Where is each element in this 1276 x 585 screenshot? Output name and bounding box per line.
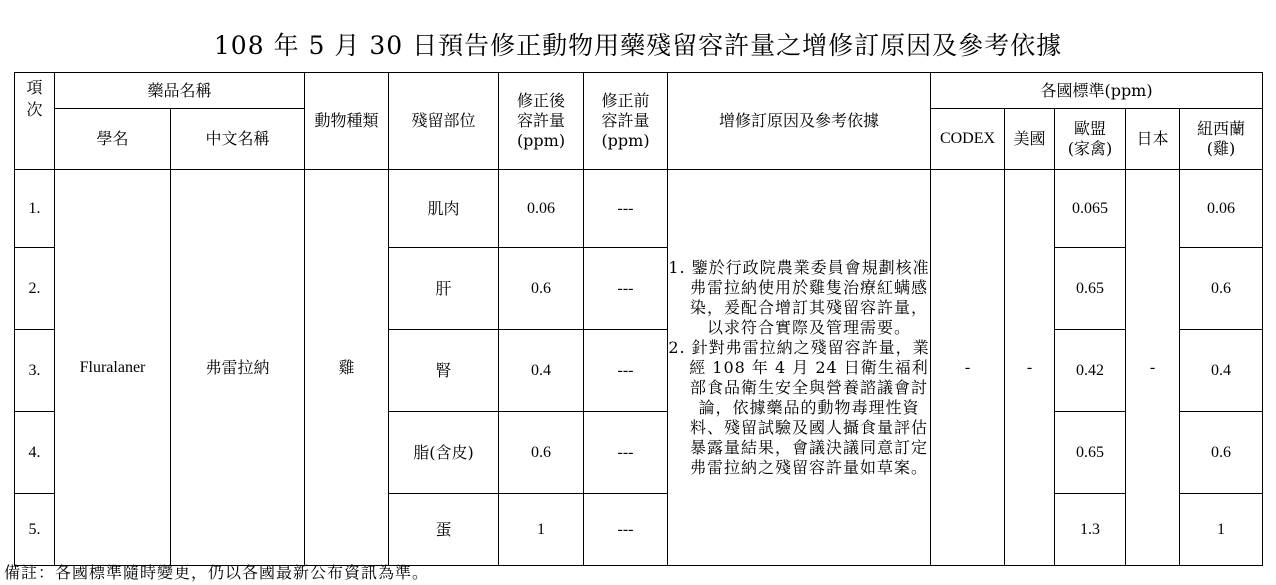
table-row [15,170,1263,248]
usa-cell: - [1005,170,1055,566]
header-residue-site: 殘留部位 [389,73,499,170]
page-title: 108 年 5 月 30 日預告修正動物用藥殘留容許量之增修訂原因及參考依據 [213,31,1063,60]
header-intl-standards: 各國標準(ppm) [931,73,1263,109]
eu-cell: 0.42 [1055,330,1126,412]
eu-cell: 0.65 [1055,412,1126,494]
header-mrl-before: 修正前 容許量 (ppm) [584,73,668,170]
residue-site-cell: 肌肉 [389,170,499,248]
row-number: 3. [15,330,55,412]
mrl-before-cell: --- [584,248,668,330]
header-codex: CODEX [931,109,1005,170]
header-drug-name: 藥品名稱 [55,73,305,109]
header-scientific-name: 學名 [55,109,171,170]
residue-site-cell: 脂(含皮) [389,412,499,494]
animal-cell: 雞 [305,170,389,566]
nz-cell: 0.6 [1180,412,1263,494]
codex-cell: - [931,170,1005,566]
reason-item-1: 1. 鑒於行政院農業委員會規劃核准弗雷拉納使用於雞隻治療紅螨感染，爰配合增訂其殘留容許量，以求符合實際及管理需要。 [668,257,930,337]
nz-cell: 1 [1180,494,1263,566]
nz-cell: 0.6 [1180,248,1263,330]
header-japan: 日本 [1126,109,1180,170]
header-item-no: 項 次 [15,73,55,170]
residue-site-cell: 蛋 [389,494,499,566]
header-row-1 [15,73,1263,109]
row-number: 2. [15,248,55,330]
eu-cell: 0.065 [1055,170,1126,248]
header-animal: 動物種類 [305,73,389,170]
header-reason: 增修訂原因及參考依據 [668,73,931,170]
header-mrl-after: 修正後 容許量 (ppm) [499,73,584,170]
row-number: 5. [15,494,55,566]
mrl-before-cell: --- [584,330,668,412]
mrl-after-cell: 0.6 [499,412,584,494]
scientific-name-cell: Fluralaner [55,170,171,566]
japan-cell: - [1126,170,1180,566]
reason-cell [668,170,931,566]
row-number: 4. [15,412,55,494]
row-number: 1. [15,170,55,248]
mrl-after-cell: 0.4 [499,330,584,412]
mrl-after-cell: 0.06 [499,170,584,248]
nz-cell: 0.4 [1180,330,1263,412]
chinese-name-cell: 弗雷拉納 [171,170,305,566]
eu-cell: 1.3 [1055,494,1126,566]
residue-site-cell: 肝 [389,248,499,330]
header-nz: 紐西蘭 (雞) [1180,109,1263,170]
mrl-before-cell: --- [584,170,668,248]
footnote: 備註：各國標準隨時變更，仍以各國最新公布資訊為準。 [4,563,430,582]
mrl-after-cell: 1 [499,494,584,566]
nz-cell: 0.06 [1180,170,1263,248]
mrl-table [14,72,1263,566]
header-chinese-name: 中文名稱 [171,109,305,170]
reason-item-2: 2. 針對弗雷拉納之殘留容許量，業經 108 年 4 月 24 日衛生福利部食品衛生安全與營養諮議會討論，依據藥品的動物毒理性資料、殘留試驗及國人攝食量評估暴露量結果，會議決議同意訂定弗雷拉納之殘留容許量如草案。 [668,337,930,477]
mrl-before-cell: --- [584,412,668,494]
header-usa: 美國 [1005,109,1055,170]
mrl-after-cell: 0.6 [499,248,584,330]
eu-cell: 0.65 [1055,248,1126,330]
mrl-before-cell: --- [584,494,668,566]
residue-site-cell: 腎 [389,330,499,412]
header-eu: 歐盟 (家禽) [1055,109,1126,170]
